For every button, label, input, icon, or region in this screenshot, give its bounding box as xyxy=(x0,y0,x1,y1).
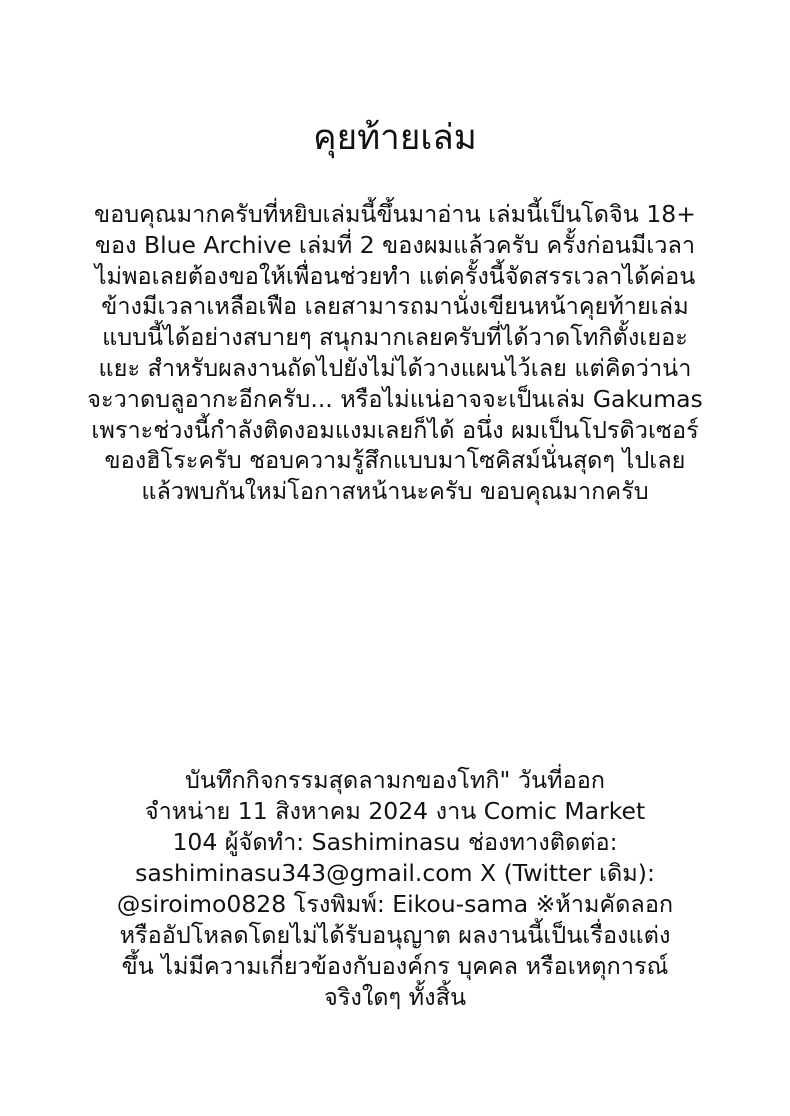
afterword-line: ของฮิโระครับ ชอบความรู้สึกแบบมาโซคิสม์นั่นสุดๆ ไปเลย xyxy=(104,446,686,475)
colophon-line: จริงใดๆ ทั้งสิ้น xyxy=(323,983,467,1011)
colophon-line: ขึ้น ไม่มีความเกี่ยวข้องกับองค์กร บุคคล หรือเหตุการณ์ xyxy=(121,952,669,980)
afterword-line: แล้วพบกันใหม่โอกาสหน้านะครับ ขอบคุณมากครับ xyxy=(141,477,649,506)
colophon-text xyxy=(60,765,730,1013)
afterword-line: ไม่พอเลยต้องขอให้เพื่อนช่วยทำ แต่ครั้งนี้จัดสรรเวลาได้ค่อน xyxy=(94,261,696,290)
colophon-line: หรืออัปโหลดโดยไม่ได้รับอนุญาต ผลงานนี้เป็นเรื่องแต่ง xyxy=(119,921,671,949)
colophon-line: sashiminasu343@gmail.com X (Twitter เดิม): xyxy=(135,859,655,887)
afterword-line: แยะ สำหรับผลงานถัดไปยังไม่ได้วางแผนไว้เลย แต่คิดว่าน่า xyxy=(98,353,692,382)
afterword-line: ข้างมีเวลาเหลือเฟือ เลยสามารถมานั่งเขียนหน้าคุยท้ายเล่ม xyxy=(101,292,689,321)
afterword-text xyxy=(60,199,730,507)
page-title: คุยท้ายเล่ม xyxy=(313,118,477,158)
afterword-line: จะวาดบลูอากะอีกครับ... หรือไม่แน่อาจจะเป็นเล่ม Gakumas xyxy=(87,384,703,413)
afterword-line: ของ Blue Archive เล่มที่ 2 ของผมแล้วครับ ครั้งก่อนมีเวลา xyxy=(94,230,696,259)
afterword-line: แบบนี้ได้อย่างสบายๆ สนุกมากเลยครับที่ได้วาดโทกิตั้งเยอะ xyxy=(102,323,688,352)
colophon-line: @siroimo0828 โรงพิมพ์: Eikou-sama ※ห้ามคัดลอก xyxy=(116,890,674,918)
afterword-line: ขอบคุณมากครับที่หยิบเล่มนี้ขึ้นมาอ่าน เล่มนี้เป็นโดจิน 18+ xyxy=(94,200,696,228)
afterword-line: เพราะช่วงนี้กำลังติดงอมแงมเลยก็ได้ อนึ่ง ผมเป็นโปรดิวเซอร์ xyxy=(91,415,699,444)
colophon-line: บันทึกกิจกรรมสุดลามกของโทกิ" วันที่ออก xyxy=(184,766,606,794)
colophon-line: จำหน่าย 11 สิงหาคม 2024 งาน Comic Market xyxy=(144,797,646,825)
colophon-line: 104 ผู้จัดทำ: Sashiminasu ช่องทางติดต่อ: xyxy=(172,828,618,856)
